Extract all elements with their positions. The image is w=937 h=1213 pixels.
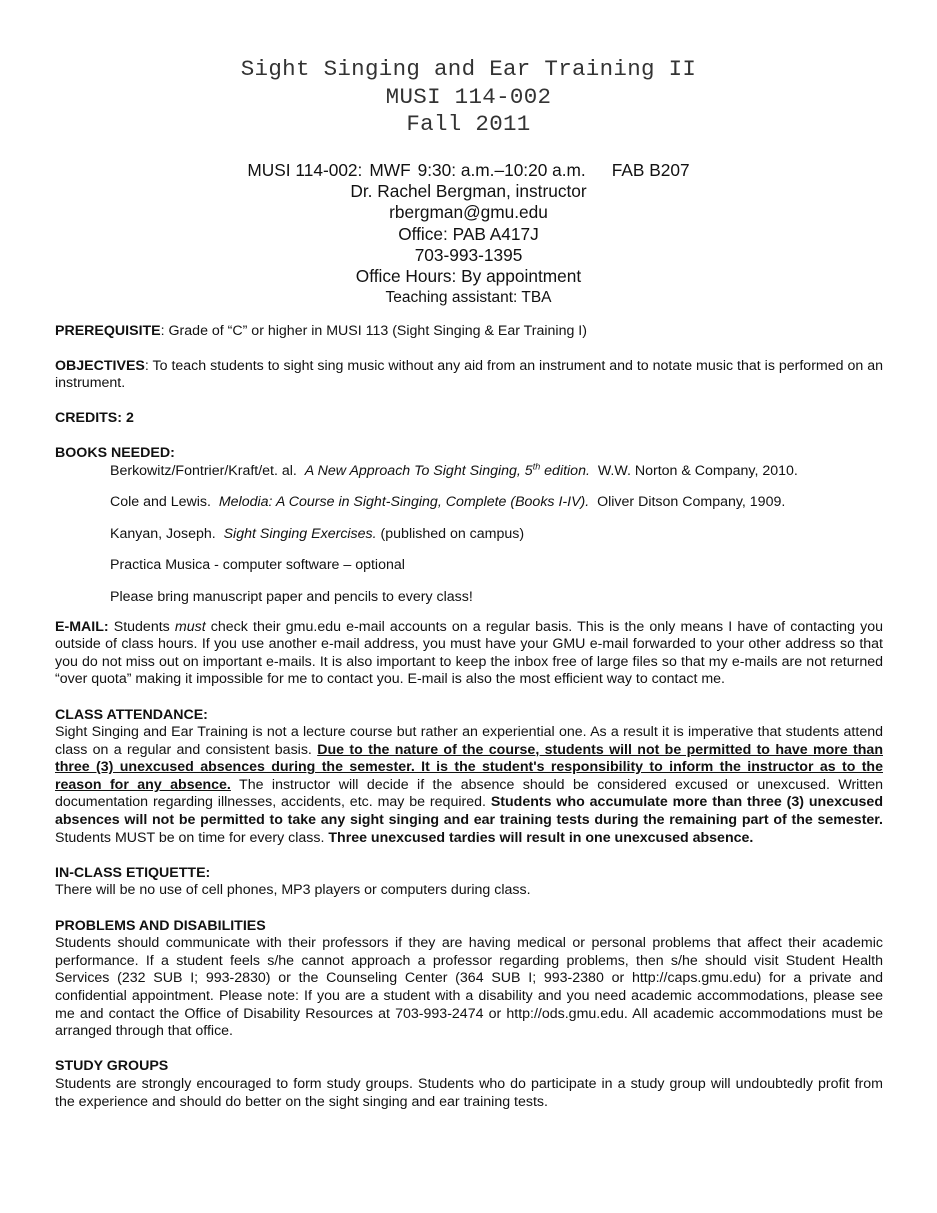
book-title: Sight Singing Exercises. <box>223 525 377 542</box>
book-author: Berkowitz/Fontrier/Kraft/et. al. <box>110 462 297 479</box>
book-item <box>55 460 883 481</box>
attendance-policy: Due to the nature of the course, students will not be permitted to have more than three (3) unexcused absences during the semester. It is the student's responsibility to inform the instructor as to the reason for any absence. <box>55 741 883 793</box>
title-block <box>0 56 937 139</box>
attendance-text: Sight Singing and Ear Training is not a lecture course but rather an experiential one. As a result it is imperative that students attend class on a regular and consistent basis. <box>55 724 883 758</box>
class-room: FAB B207 <box>611 160 690 180</box>
instructor-email: rbergman@gmu.edu <box>389 202 548 223</box>
tardy-policy: Three unexcused tardies will result in one unexcused absence. <box>328 829 754 846</box>
books-label: BOOKS NEEDED: <box>55 444 175 461</box>
email-label: E-MAIL: <box>55 618 109 635</box>
book-item <box>55 526 883 544</box>
office-hours: Office Hours: By appointment <box>355 266 582 287</box>
study-groups-label: STUDY GROUPS <box>55 1058 169 1075</box>
semester: Fall 2011 <box>406 111 531 137</box>
prerequisite-section <box>55 323 883 341</box>
study-groups-text: Students are strongly encouraged to form study groups. Students who do participate in a study group will undoubtedly profit from the experience and should do better on the sight singing and ear training tests. <box>55 1075 883 1110</box>
course-info <box>0 160 937 308</box>
syllabus-content <box>55 323 883 1111</box>
problems-text: Students should communicate with their professors if they are having medical or personal problems that affect their academic performance. If a student feels s/he cannot approach a professor regarding problems, then s/he should visit Student Health Services (232 SUB I; 993-2830) or the Counseling Center (364 SUB I; 993-2380 or http://caps.gmu.edu) for a private and confidential appointment. Please note: If you are a student with a disability and you need academic accommodations, please see me and contact the Office of Disability Resources at 703-993-2474 or http://ods.gmu.edu. All academic accommodations must be arranged through that office. <box>55 935 883 1040</box>
etiquette-text: There will be no use of cell phones, MP3 players or computers during class. <box>55 882 531 899</box>
objectives-section <box>55 358 883 393</box>
course-code: MUSI 114-002: <box>247 160 363 180</box>
course-number: MUSI 114-002 <box>385 83 552 110</box>
problems-section <box>55 918 883 1041</box>
book-author: Cole and Lewis. <box>110 494 211 511</box>
email-section <box>55 619 883 689</box>
course-title: Sight Singing and Ear Training II <box>240 56 697 82</box>
class-days: MWF <box>369 160 411 180</box>
book-edition-sup: th <box>532 460 541 471</box>
book-item <box>55 494 883 512</box>
objectives-label: OBJECTIVES <box>55 357 145 374</box>
attendance-section <box>55 707 883 848</box>
class-time: 9:30: a.m.–10:20 a.m. <box>417 160 586 180</box>
instructor-name: Dr. Rachel Bergman, instructor <box>350 181 587 202</box>
book-item: Practica Musica - computer software – optional <box>110 557 405 574</box>
instructor-phone: 703-993-1395 <box>414 244 523 265</box>
book-title-end: edition. <box>540 462 590 479</box>
etiquette-section <box>55 865 883 900</box>
prerequisite-text: : Grade of “C” or higher in MUSI 113 (Sight Singing & Ear Training I) <box>160 323 587 339</box>
email-text-pre: Students <box>108 618 175 635</box>
etiquette-label: IN-CLASS ETIQUETTE: <box>55 864 211 881</box>
objectives-text: : To teach students to sight sing music without any aid from an instrument and to notate music that is performed on an instrument. <box>55 357 883 392</box>
attendance-text: The instructor will decide if the absence should be considered excused or unexcused. Written documentation regarding illnesses, accidents, etc. may be required. <box>55 776 883 811</box>
credits-section <box>55 410 883 428</box>
book-publisher: Oliver Ditson Company, 1909. <box>597 494 786 511</box>
credits-label: CREDITS: 2 <box>55 410 134 427</box>
teaching-assistant: Teaching assistant: TBA <box>385 289 552 307</box>
book-title: A New Approach To Sight Singing, 5 <box>304 462 533 479</box>
study-groups-section <box>55 1058 883 1111</box>
book-list <box>55 460 883 607</box>
book-publisher: W.W. Norton & Company, 2010. <box>597 462 798 479</box>
email-text-emphasis: must <box>174 618 206 635</box>
attendance-text: Students MUST be on time for every class. <box>55 829 329 846</box>
prerequisite-label: PREREQUISITE <box>55 323 161 339</box>
book-item: Please bring manuscript paper and pencils to every class! <box>110 588 473 605</box>
book-publisher: (published on campus) <box>380 525 525 542</box>
problems-label: PROBLEMS AND DISABILITIES <box>55 917 266 934</box>
email-text: check their gmu.edu e-mail accounts on a regular basis. This is the only means I have of contacting you outside of class hours. If you use another e-mail address, you must have your GMU e-mail forwarded to your other address so that you do not miss out on important e-mails. It is also important to keep the inbox free of large files so that my e-mails are not returned “over quota” making it impossible for me to contact you. E-mail is also the most efficient way to contact me. <box>55 618 883 688</box>
book-title: Melodia: A Course in Sight-Singing, Complete (Books I-IV). <box>218 494 590 511</box>
attendance-penalty: Students who accumulate more than three (3) unexcused absences will not be permitted to take any sight singing and ear training tests during the remaining part of the semester. <box>55 794 883 829</box>
attendance-label: CLASS ATTENDANCE: <box>55 706 208 723</box>
book-author: Kanyan, Joseph. <box>110 525 216 542</box>
instructor-office: Office: PAB A417J <box>398 223 539 244</box>
books-section <box>55 445 883 607</box>
schedule-line <box>0 160 937 181</box>
